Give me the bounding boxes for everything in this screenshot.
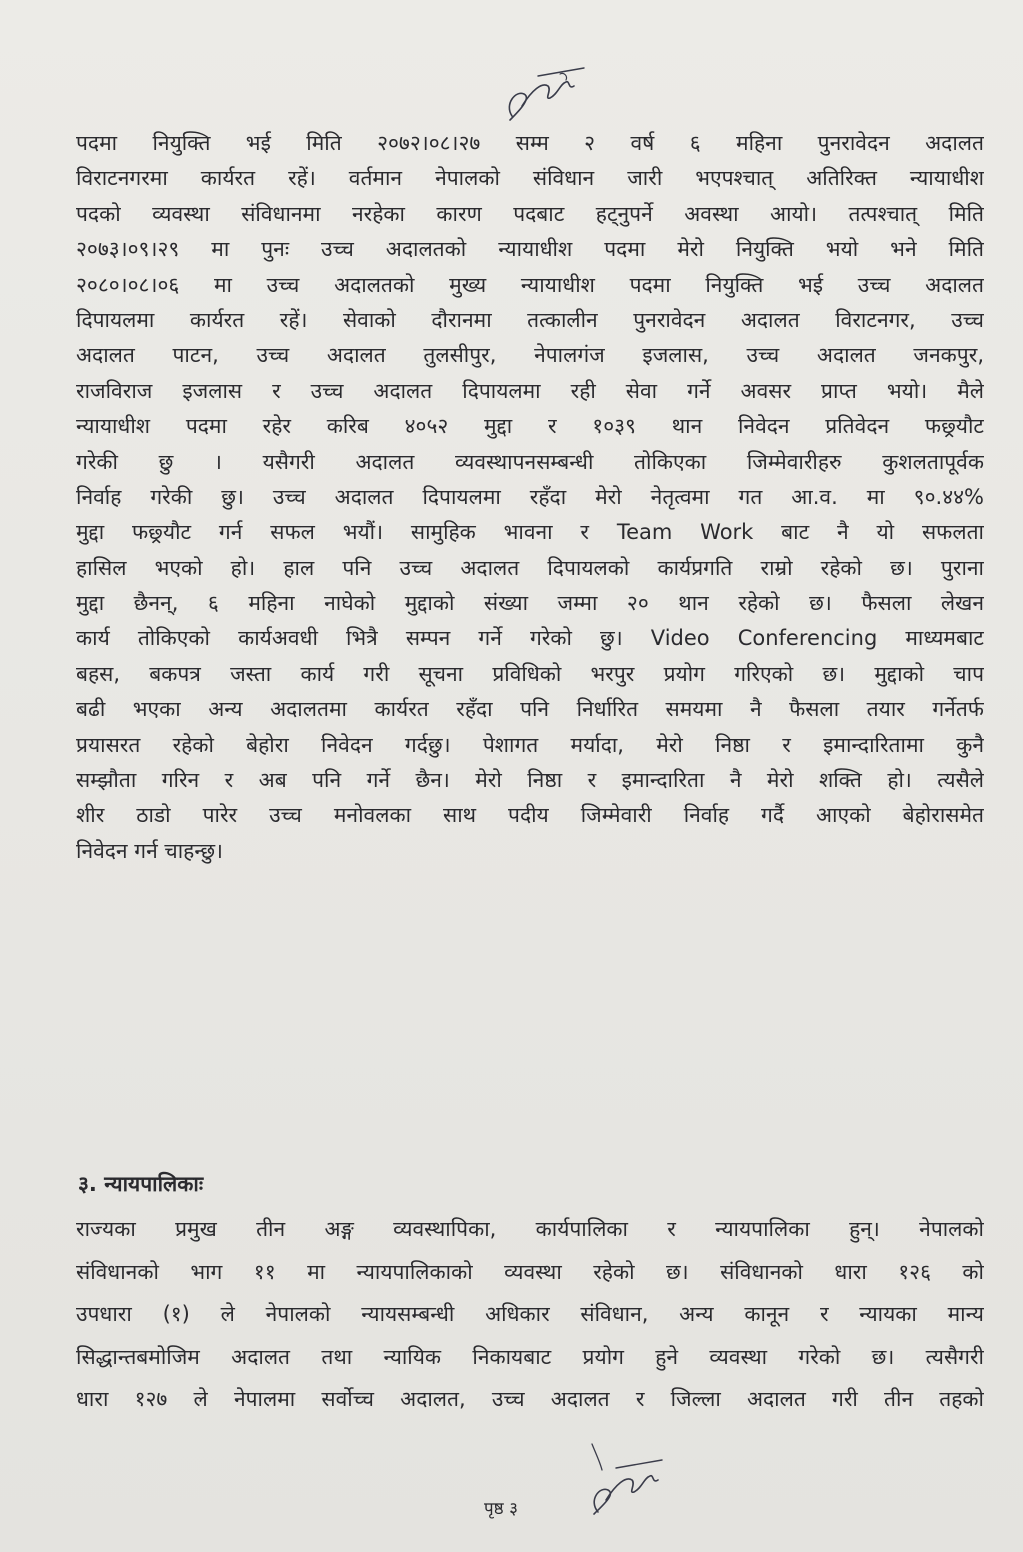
section-line: संविधानको भाग ११ मा न्यायपालिकाको व्यवस्था रहेको छ। संविधानको धारा १२६ को	[76, 1259, 984, 1284]
body-line: मुद्दा फछ्र्यौट गर्न सफल भयौं। सामुहिक भावना र Team Work बाट नै यो सफलता	[76, 520, 984, 545]
section-line: राज्यका प्रमुख तीन अङ्ग व्यवस्थापिका, कार्यपालिका र न्यायपालिका हुन्। नेपालको	[76, 1217, 984, 1241]
body-line: पदमा नियुक्ति भई मिति २०७२।०८।२७ सम्म २ वर्ष ६ महिना पुनरावेदन अदालत	[76, 131, 984, 155]
body-paragraph	[76, 126, 984, 869]
body-line: अदालत पाटन, उच्च अदालत तुलसीपुर, नेपालगंज इजलास, उच्च अदालत जनकपुर,	[76, 343, 984, 368]
handwritten-signature-top	[498, 60, 594, 130]
section-line: सिद्धान्तबमोजिम अदालत तथा न्यायिक निकायबाट प्रयोग हुने व्यवस्था गरेको छ। त्यसैगरी	[76, 1344, 984, 1369]
handwritten-signature-bottom	[580, 1440, 670, 1520]
body-line: विराटनगरमा कार्यरत रहें। वर्तमान नेपालको संविधान जारी भएपश्चात् अतिरिक्त न्यायाधीश	[76, 166, 984, 191]
body-line: पदको व्यवस्था संविधानमा नरहेका कारण पदबाट हट्नुपर्ने अवस्था आयो। तत्पश्चात् मिति	[76, 201, 984, 226]
body-line: निवेदन गर्न चाहन्छु।	[76, 838, 224, 863]
section-line: उपधारा (१) ले नेपालको न्यायसम्बन्धी अधिकार संविधान, अन्य कानून र न्यायका मान्य	[76, 1302, 984, 1327]
body-line: गरेकी छु । यसैगरी अदालत व्यवस्थापनसम्बन्धी तोकिएका जिम्मेवारीहरु कुशलतापूर्वक	[76, 449, 984, 474]
body-line: बढी भएका अन्य अदालतमा कार्यरत रहँदा पनि निर्धारित समयमा नै फैसला तयार गर्नेतर्फ	[76, 697, 984, 722]
body-line: २०७३।०९।२९ मा पुनः उच्च अदालतको न्यायाधीश पदमा मेरो नियुक्ति भयो भने मिति	[76, 237, 984, 262]
section-paragraph	[76, 1208, 984, 1421]
body-line: बहस, बकपत्र जस्ता कार्य गरी सूचना प्रविधिको भरपुर प्रयोग गरिएको छ। मुद्दाको चाप	[76, 661, 984, 686]
body-line: सम्झौता गरिन र अब पनि गर्ने छैन। मेरो निष्ठा र इमान्दारिता नै मेरो शक्ति हो। त्यसैले	[76, 768, 984, 793]
body-line: प्रयासरत रहेको बेहोरा निवेदन गर्दछु। पेशागत मर्यादा, मेरो निष्ठा र इमान्दारितामा कुनै	[76, 732, 984, 757]
body-line: राजविराज इजलास र उच्च अदालत दिपायलमा रही सेवा गर्ने अवसर प्राप्त भयो। मैले	[76, 378, 984, 403]
body-line: कार्य तोकिएको कार्यअवधी भित्रै सम्पन गर्ने गरेको छु। Video Conferencing माध्यमबाट	[76, 626, 984, 651]
body-line: २०८०।०८।०६ मा उच्च अदालतको मुख्य न्यायाधीश पदमा नियुक्ति भई उच्च अदालत	[76, 272, 984, 297]
body-line: न्यायाधीश पदमा रहेर करिब ४०५२ मुद्दा र १०३९ थान निवेदन प्रतिवेदन फछ्र्यौट	[76, 414, 984, 439]
section-line: धारा १२७ ले नेपालमा सर्वोच्च अदालत, उच्च अदालत र जिल्ला अदालत गरी तीन तहको	[76, 1387, 984, 1412]
body-line: निर्वाह गरेकी छु। उच्च अदालत दिपायलमा रहँदा मेरो नेतृत्वमा गत आ.व. मा ९०.४४%	[76, 484, 984, 509]
body-line: मुद्दा छैनन्, ६ महिना नाघेको मुद्दाको संख्या जम्मा २० थान रहेको छ। फैसला लेखन	[76, 591, 984, 616]
page-number: पृष्ठ ३	[484, 1499, 518, 1519]
section-heading: ३. न्यायपालिकाः	[78, 1172, 204, 1196]
body-line: हासिल भएको हो। हाल पनि उच्च अदालत दिपायलको कार्यप्रगति राम्रो रहेको छ। पुराना	[76, 555, 984, 580]
body-line: दिपायलमा कार्यरत रहें। सेवाको दौरानमा तत्कालीन पुनरावेदन अदालत विराटनगर, उच्च	[76, 307, 984, 332]
body-line: शीर ठाडो पारेर उच्च मनोवलका साथ पदीय जिम्मेवारी निर्वाह गर्दै आएको बेहोरासमेत	[76, 803, 984, 828]
